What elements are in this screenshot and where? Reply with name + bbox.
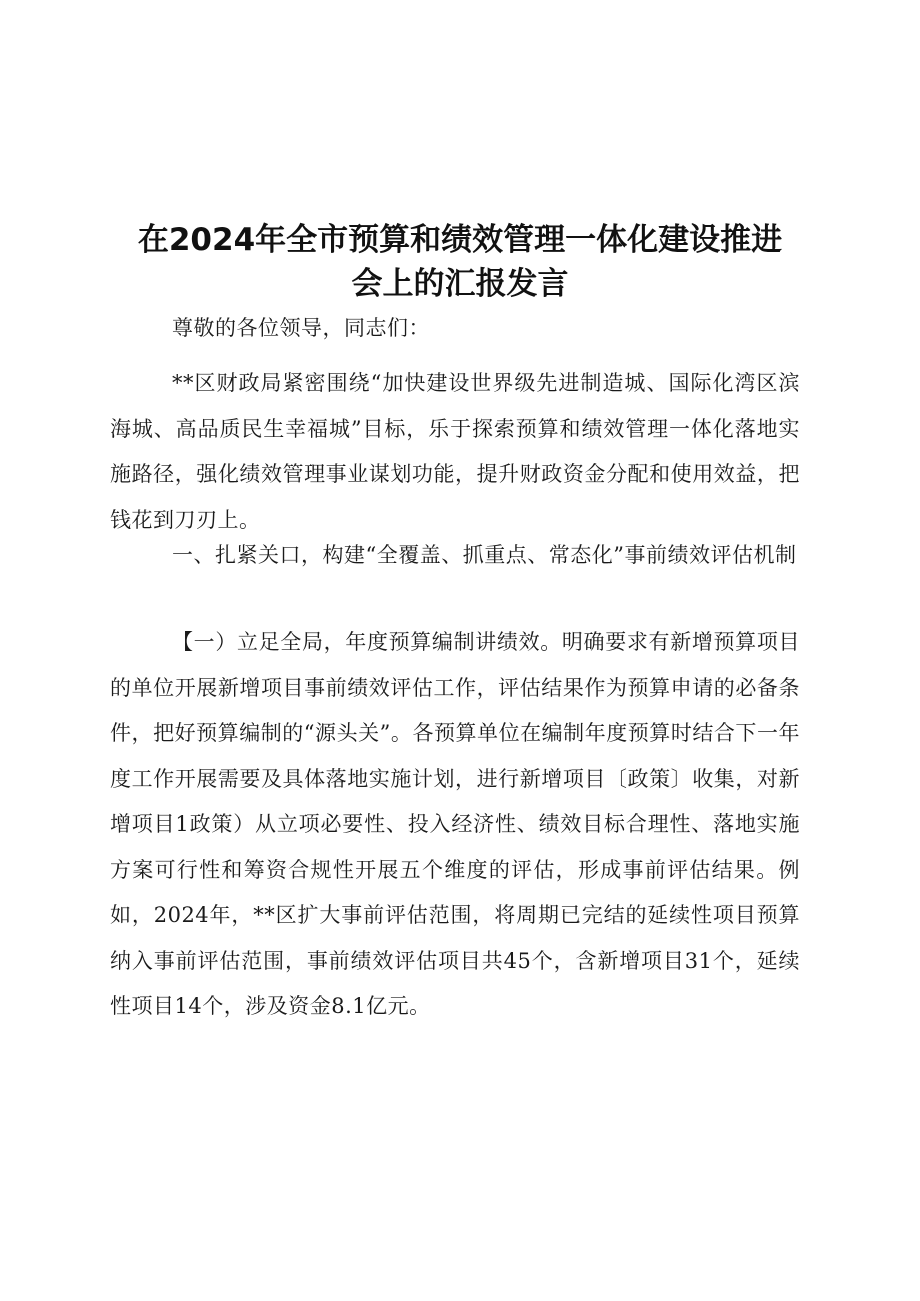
intro-paragraph: **区财政局紧密围绕“加快建设世界级先进制造城、国际化湾区滨海城、高品质民生幸福城”目标，乐于探索预算和绩效管理一体化落地实施路径，强化绩效管理事业谋划功能，提升财政资金分配和使用效益，把钱花到刀刃上。: [110, 371, 800, 532]
section-heading-1: 一、扎紧关口，构建“全覆盖、抓重点、常态化”事前绩效评估机制: [172, 543, 797, 567]
document-title-line-1: 在2024年全市预算和绩效管理一体化建设推进: [137, 222, 783, 258]
document-title-line-2: 会上的汇报发言: [351, 266, 569, 302]
greeting: 尊敬的各位领导，同志们：: [172, 316, 430, 340]
section-1-item-1-paragraph: 【一）立足全局，年度预算编制讲绩效。明确要求有新增预算项目的单位开展新增项目事前绩效评估工作，评估结果作为预算申请的必备条件，把好预算编制的“源头关”。各预算单位在编制年度预算时结合下一年度工作开展需要及具体落地实施计划，进行新增项目〔政策〕收集，对新增项目1政策）从立项必要性、投入经济性、绩效目标合理性、落地实施方案可行性和筹资合规性开展五个维度的评估，形成事前评估结果。例如，2024年，**区扩大事前评估范围，将周期已完结的延续性项目预算纳入事前评估范围，事前绩效评估项目共45个，含新增项目31个，延续性项目14个，涉及资金8.1亿元。: [110, 630, 800, 1018]
